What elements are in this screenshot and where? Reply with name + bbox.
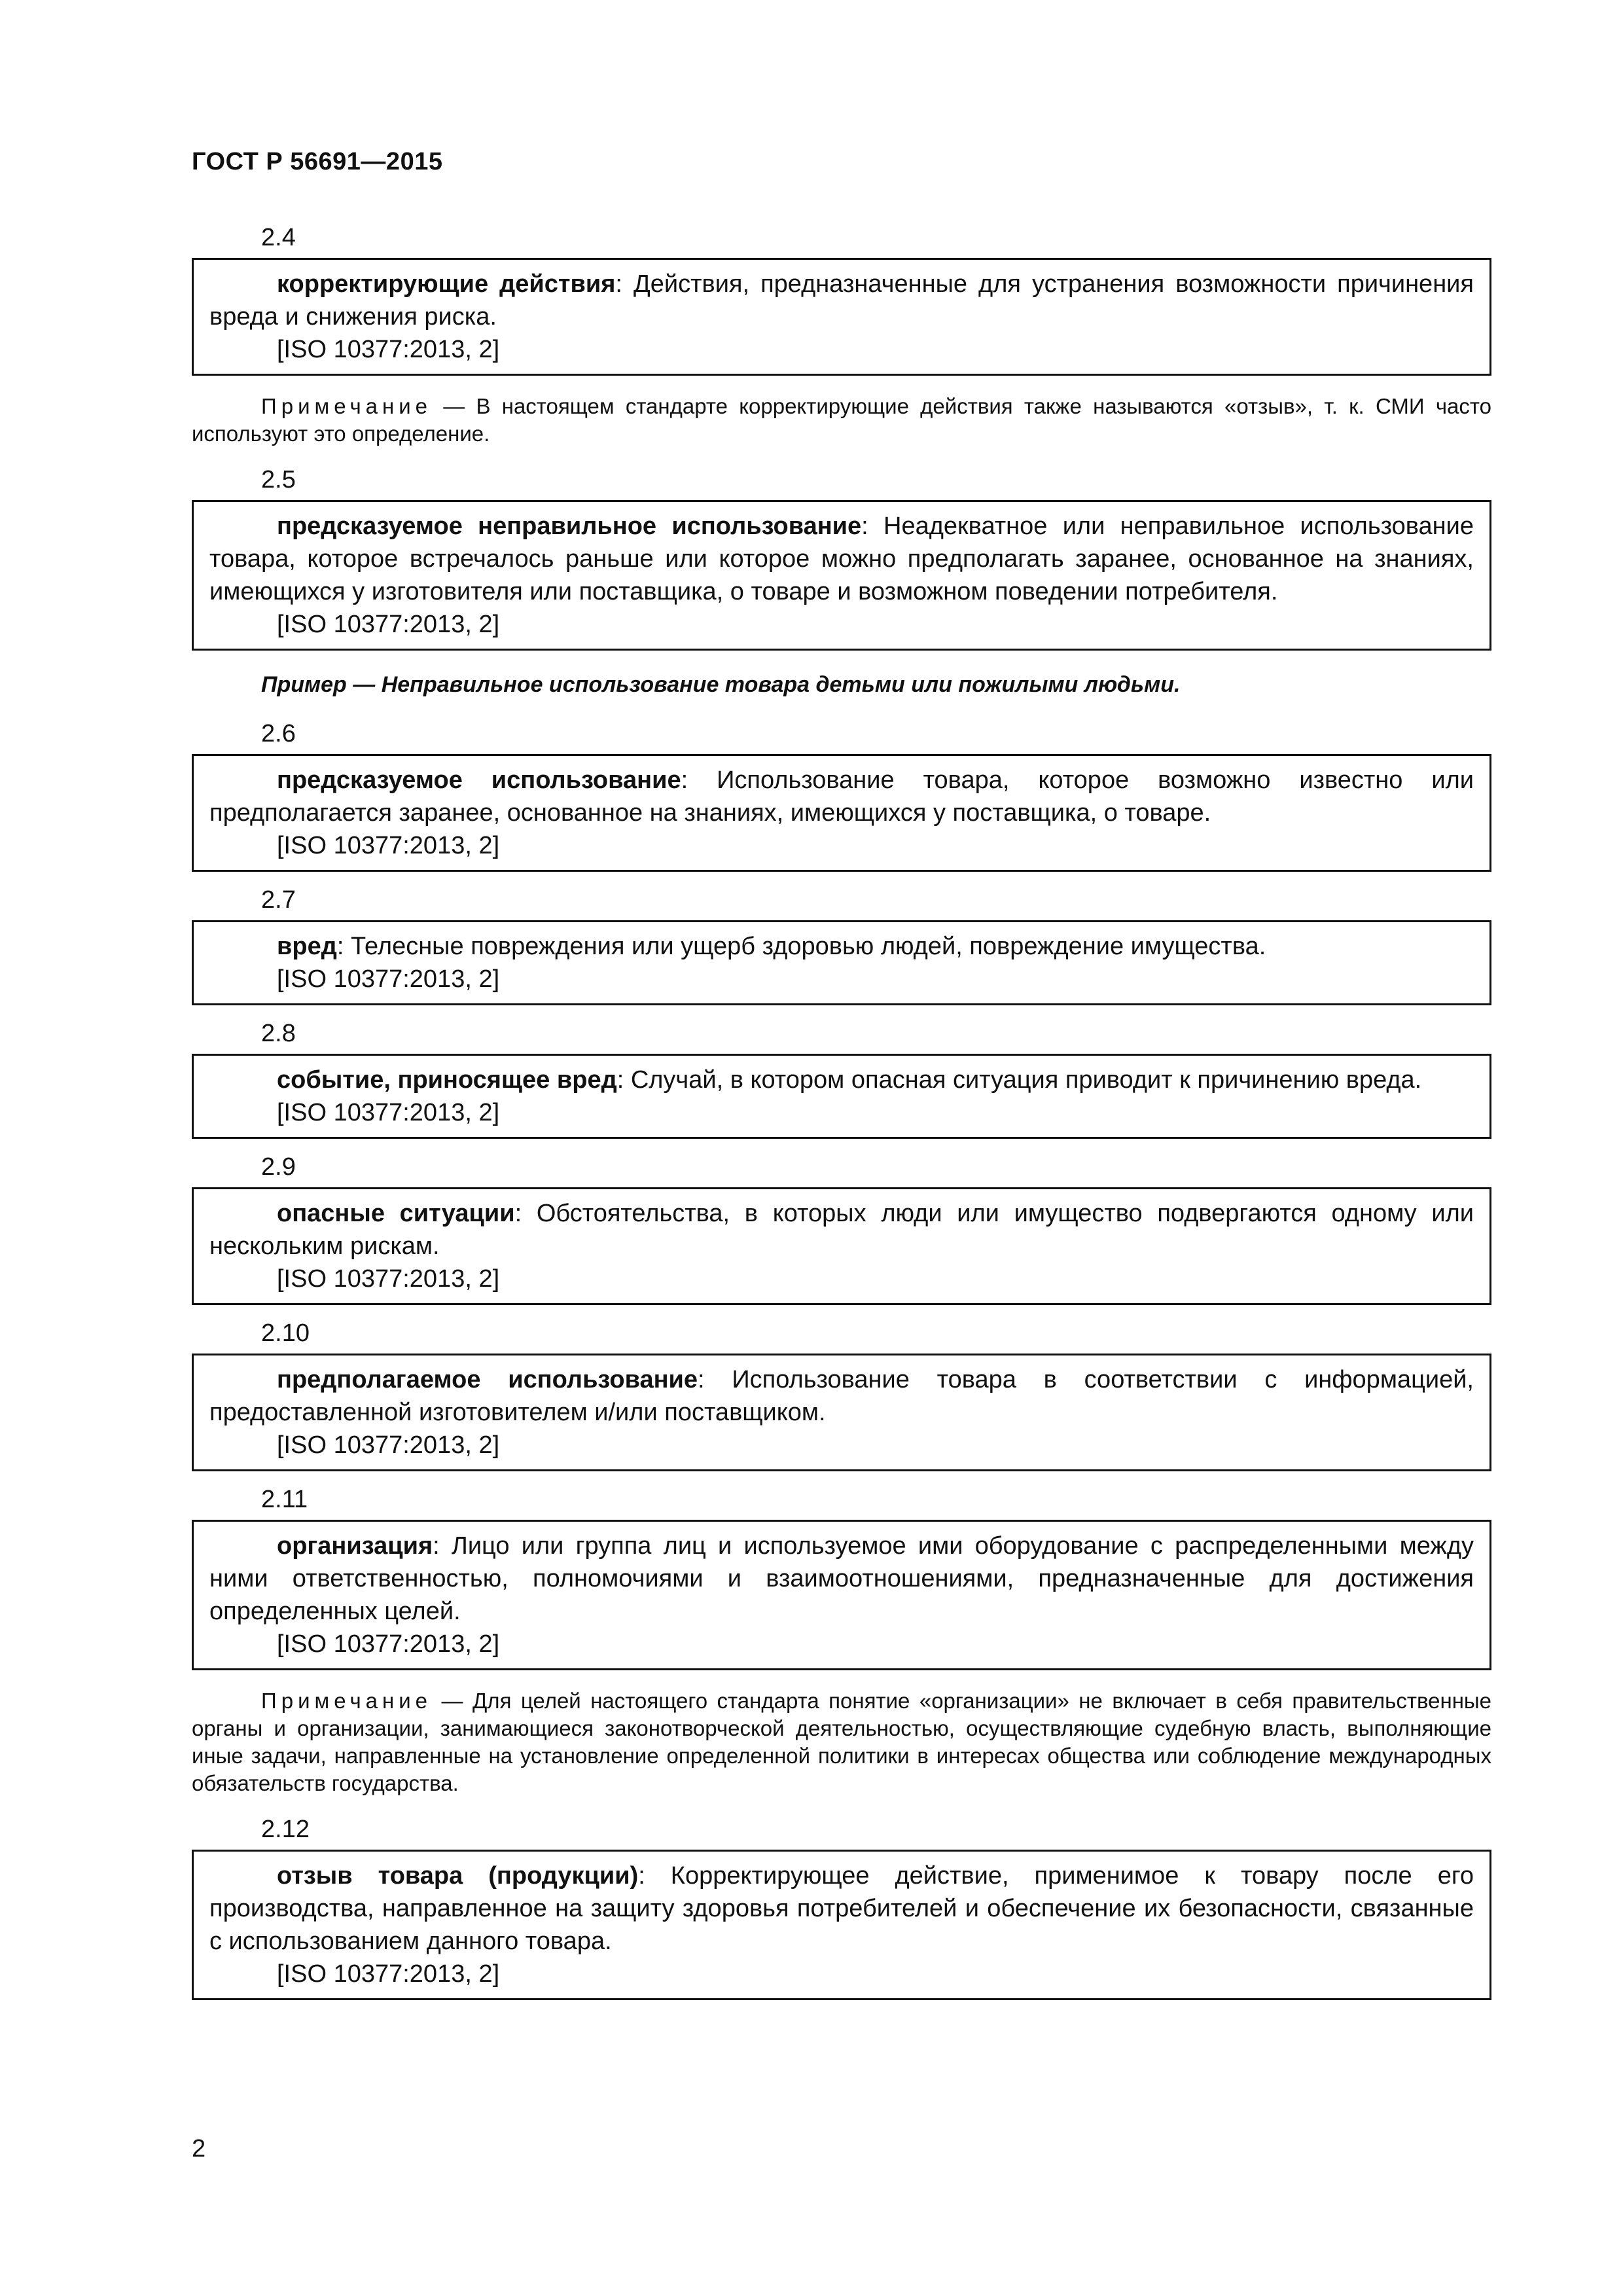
term-definition-text: : Корректирующее действие, применимое к товару после его производства, направленное на защиту здоровья потребителей и обеспечение их безопасности, связанные с использованием данного товара. — [209, 1862, 1474, 1955]
note-paragraph — [192, 393, 1491, 448]
term-name: вред — [277, 933, 337, 960]
term-reference: [ISO 10377:2013, 2] — [277, 611, 500, 638]
term-entry-box — [192, 500, 1491, 651]
term-definition-text: : Лицо или группа лиц и используемое ими оборудование с распределенными между ними ответственностью, полномочиями и взаимоотношениями, предназначенные для достижения определенных целей. — [209, 1532, 1474, 1625]
term-definition — [209, 1197, 1474, 1263]
term-number: 2.9 — [261, 1153, 296, 1181]
term-reference: [ISO 10377:2013, 2] — [277, 1431, 500, 1459]
term-definition-text: : Случай, в котором опасная ситуация приводит к причинению вреда. — [616, 1066, 1422, 1094]
term-definition — [209, 930, 1474, 963]
term-name: корректирующие действия — [277, 270, 616, 298]
term-entry-box — [192, 1520, 1491, 1670]
note-text: — В настоящем стандарте корректирующие действия также называются «отзыв», т. к. СМИ часто используют это определение. — [192, 394, 1491, 446]
term-definition-text: : Использование товара, которое возможно известно или предполагается заранее, основанное на знаниях, имеющихся у поставщика, о товаре. — [209, 766, 1474, 827]
note-label: Примечание — [261, 394, 433, 418]
term-definition — [209, 1859, 1474, 1958]
term-number: 2.12 — [261, 1816, 310, 1843]
term-number: 2.11 — [261, 1486, 308, 1513]
term-reference: [ISO 10377:2013, 2] — [277, 832, 500, 859]
page-number: 2 — [192, 2135, 206, 2162]
note-label: Примечание — [261, 1689, 433, 1713]
term-name: предполагаемое использование — [277, 1366, 698, 1393]
term-reference: [ISO 10377:2013, 2] — [277, 1630, 500, 1658]
term-number: 2.7 — [261, 886, 296, 914]
term-number: 2.4 — [261, 224, 296, 251]
term-reference: [ISO 10377:2013, 2] — [277, 1265, 500, 1293]
term-definition-text: : Использование товара в соответствии с информацией, предоставленной изготовителем и/или поставщиком. — [209, 1366, 1474, 1426]
term-definition — [209, 1064, 1474, 1096]
term-entry-box — [192, 1054, 1491, 1139]
term-reference: [ISO 10377:2013, 2] — [277, 1099, 500, 1126]
term-definition — [209, 1530, 1474, 1628]
note-text: — Для целей настоящего стандарта понятие «организации» не включает в себя правительственные органы и организации, занимающиеся законотворческой деятельностью, осуществляющие судебную власть, выполняющие иные задачи, направленные на установление определенной политики в интересах общества или соблюдение международных обязательств государства. — [192, 1689, 1491, 1795]
term-reference: [ISO 10377:2013, 2] — [277, 965, 500, 993]
term-name: событие, приносящее вред — [277, 1066, 617, 1094]
term-number: 2.8 — [261, 1020, 296, 1047]
term-entry-box — [192, 258, 1491, 376]
term-name: опасные ситуации — [277, 1200, 515, 1227]
term-definition — [209, 510, 1474, 608]
term-entry-box — [192, 1354, 1491, 1471]
term-number: 2.10 — [261, 1319, 310, 1347]
term-name: организация — [277, 1532, 433, 1560]
term-reference: [ISO 10377:2013, 2] — [277, 336, 500, 363]
term-entry-box — [192, 754, 1491, 872]
term-reference: [ISO 10377:2013, 2] — [277, 1960, 500, 1988]
term-definition — [209, 268, 1474, 333]
term-entry-box — [192, 920, 1491, 1005]
terms-content — [192, 223, 1491, 2013]
term-definition-text: : Действия, предназначенные для устранения возможности причинения вреда и снижения риска. — [209, 270, 1474, 331]
term-name: предсказуемое использование — [277, 766, 681, 794]
term-definition-text: : Обстоятельства, в которых люди или имущество подвергаются одному или нескольким рискам. — [209, 1200, 1474, 1260]
term-definition — [209, 1363, 1474, 1429]
document-header: ГОСТ Р 56691—2015 — [192, 148, 443, 175]
note-paragraph — [192, 1687, 1491, 1797]
term-definition-text: : Неадекватное или неправильное использование товара, которое встречалось раньше или которое можно предполагать заранее, основанное на знаниях, имеющихся у изготовителя или поставщика, о товаре и возможном поведении потребителя. — [209, 512, 1474, 605]
term-definition-text: : Телесные повреждения или ущерб здоровью людей, повреждение имущества. — [336, 933, 1266, 960]
term-definition — [209, 764, 1474, 829]
term-name: предсказуемое неправильное использование — [277, 512, 862, 540]
term-number: 2.5 — [261, 466, 296, 493]
term-number: 2.6 — [261, 720, 296, 747]
term-name: отзыв товара (продукции) — [277, 1862, 639, 1890]
example-paragraph: Пример — Неправильное использование товара детьми или пожилыми людьми. — [261, 672, 1181, 697]
term-entry-box — [192, 1187, 1491, 1305]
term-entry-box — [192, 1850, 1491, 2000]
